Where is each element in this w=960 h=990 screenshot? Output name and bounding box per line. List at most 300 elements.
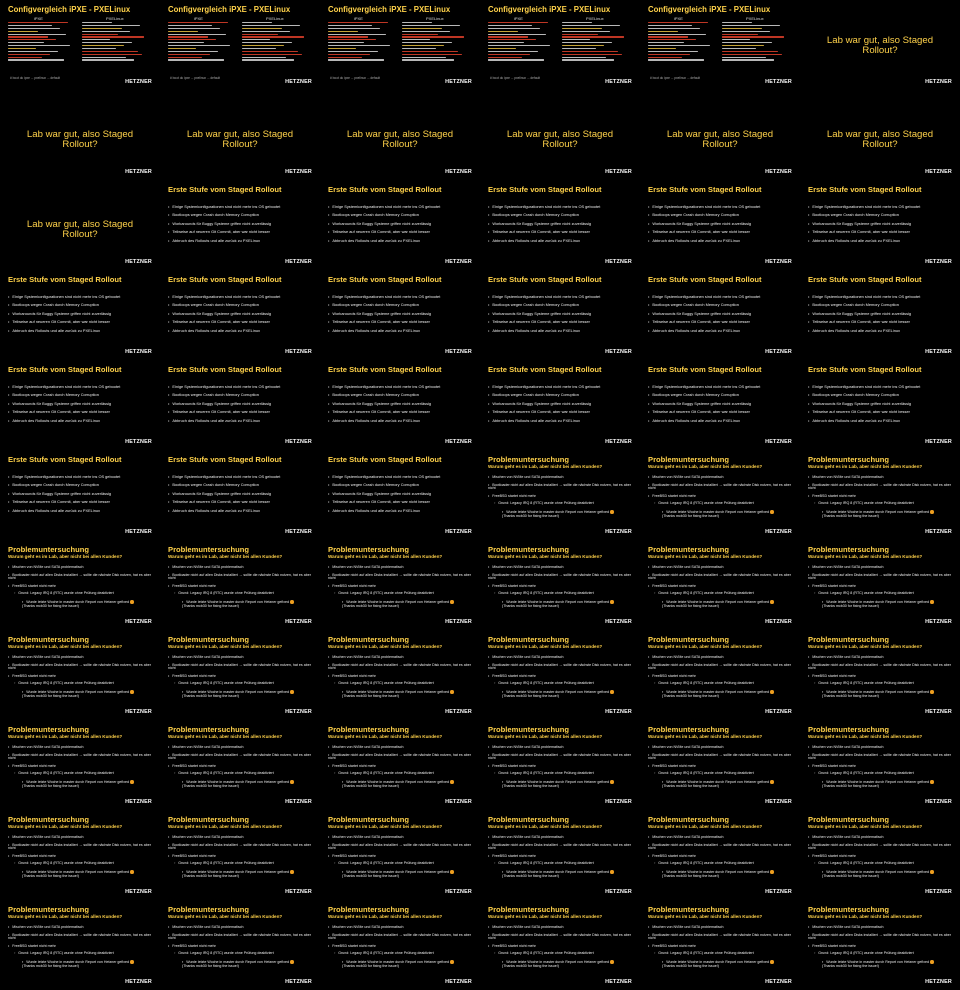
bullet-list [488,476,636,522]
slide-thumbnail-problemuntersuchung[interactable] [320,720,480,810]
orange-face-icon [290,960,294,964]
slide-thumbnail-problemuntersuchung[interactable] [320,810,480,900]
slide-title: Erste Stufe vom Staged Rollout [8,365,122,374]
slide-thumbnail-lab[interactable] [0,90,160,180]
bullet-item: • Bootloader nicht auf allen Disks installiert → sollte die nächste Disk nutzen, hat es aber nicht [168,664,316,672]
bullet-item: • Teilweise auf neueren Git Commit, aber war nicht besser [648,410,760,414]
slide-title: Problemuntersuchung [8,635,90,644]
slide-title: Problemuntersuchung [648,725,730,734]
slide-title: Erste Stufe vom Staged Rollout [488,365,602,374]
bullet-item: • Teilweise auf neueren Git Commit, aber war nicht besser [8,410,120,414]
slide-subtitle: Warum geht es im Lab, aber nicht bei allen Kunden? [808,464,923,469]
hetzner-logo: HETZNER [285,529,312,535]
slide-thumbnail-config[interactable] [320,0,480,90]
slide-thumbnail-problemuntersuchung[interactable] [800,900,960,990]
slide-subtitle: Warum geht es im Lab, aber nicht bei allen Kunden? [8,644,123,649]
code-line [402,48,436,49]
code-line [722,22,752,23]
slide-thumbnail-staged-rollout[interactable] [480,270,640,360]
code-line [242,48,276,49]
hetzner-logo: HETZNER [925,439,952,445]
bullet-item: • Bootloader nicht auf allen Disks installiert → sollte die nächste Disk nutzen, hat es aber nicht [8,664,156,672]
sub-sub-bullet-item: ▪ Wurde letzte Woche in master durch Report von Hetzner gefixed (Thanks mcb30 for fixing the issue!) [488,960,636,969]
sub-bullet-item: ◦ Grund: Legacy IRQ 8 (RTC) wurde ohne Prüfung deaktiviert [8,862,156,866]
slide-title: Problemuntersuchung [488,815,570,824]
bullet-item: • Mischen von NVMe und SATA problematisch [168,656,316,660]
bullet-item: • Bootloader nicht auf allen Disks installiert → sollte die nächste Disk nutzen, hat es aber nicht [808,934,956,942]
slide-thumbnail-staged-rollout[interactable] [0,450,160,540]
bullet-item: • FreeBSD startet nicht mehr [648,675,796,679]
slide-thumbnail-staged-rollout[interactable] [320,450,480,540]
bullet-item: • Bootloops wegen Crash durch Memory Corruption [8,393,120,397]
slide-subtitle: Warum geht es im Lab, aber nicht bei allen Kunden? [808,824,923,829]
hetzner-logo: HETZNER [125,79,152,85]
sub-sub-bullet-item: ▪ Wurde letzte Woche in master durch Report von Hetzner gefixed (Thanks mcb30 for fixing the issue!) [8,960,156,969]
hetzner-logo: HETZNER [445,439,472,445]
slide-thumbnail-problemuntersuchung[interactable] [0,540,160,630]
slide-title: Erste Stufe vom Staged Rollout [808,365,922,374]
bullet-list [8,295,120,337]
code-line [8,45,70,46]
code-block-ipxe [328,22,394,74]
code-line [722,48,756,49]
slide-thumbnail-staged-rollout[interactable] [800,180,960,270]
code-footer: # boot ok ipxe ... pxelinux ... default [650,76,700,80]
slide-thumbnail-problemuntersuchung[interactable] [640,630,800,720]
code-line [328,59,384,60]
bullet-item: • Einige Systemkonfigurationen sind nicht mehr ins OS gebootet [808,205,920,209]
bullet-item: • Bootloops wegen Crash durch Memory Corruption [168,483,280,487]
slide-title: Problemuntersuchung [328,545,410,554]
sub-sub-bullet-item: ▪ Wurde letzte Woche in master durch Report von Hetzner gefixed (Thanks mcb30 for fixing the issue!) [168,960,316,969]
slide-title: Problemuntersuchung [328,815,410,824]
slide-thumbnail-staged-rollout[interactable] [0,270,160,360]
slide-title: Problemuntersuchung [808,455,890,464]
bullet-item: • Einige Systemkonfigurationen sind nicht mehr ins OS gebootet [168,295,280,299]
slide-thumbnail-staged-rollout[interactable] [320,270,480,360]
slide-thumbnail-staged-rollout[interactable] [480,180,640,270]
slide-thumbnail-problemuntersuchung[interactable] [160,900,320,990]
code-block-ipxe [8,22,74,74]
bullet-item: • Teilweise auf neueren Git Commit, aber war nicht besser [168,320,280,324]
slide-title: Configvergleich iPXE - PXELinux [168,5,291,14]
code-block-pxelinux [242,22,308,74]
bullet-item: • FreeBSD startet nicht mehr [168,585,316,589]
slide-subtitle: Warum geht es im Lab, aber nicht bei allen Kunden? [168,914,283,919]
bullet-item: • Bootloader nicht auf allen Disks installiert → sollte die nächste Disk nutzen, hat es aber nicht [648,844,796,852]
slide-thumbnail-staged-rollout[interactable] [640,270,800,360]
slide-thumbnail-problemuntersuchung[interactable] [160,810,320,900]
slide-thumbnail-lab[interactable] [160,90,320,180]
slide-subtitle: Warum geht es im Lab, aber nicht bei allen Kunden? [168,824,283,829]
code-line [648,28,700,29]
bullet-item: • FreeBSD startet nicht mehr [328,765,476,769]
bullet-item: • Bootloops wegen Crash durch Memory Corruption [808,213,920,217]
orange-face-icon [450,690,454,694]
bullet-item: • Workarounds für Buggy Systeme griffen nicht zuverlässig [488,222,600,226]
slide-thumbnail-problemuntersuchung[interactable] [800,810,960,900]
slide-thumbnail-config[interactable] [160,0,320,90]
orange-face-icon [770,690,774,694]
slide-thumbnail-staged-rollout[interactable] [800,270,960,360]
hetzner-logo: HETZNER [925,79,952,85]
bullet-item: • Mischen von NVMe und SATA problematisch [328,746,476,750]
orange-face-icon [610,600,614,604]
bullet-item: • Mischen von NVMe und SATA problematisch [488,746,636,750]
code-line [562,45,604,46]
slide-thumbnail-config[interactable] [0,0,160,90]
code-line [82,48,116,49]
bullet-item: • Abbruch des Rollouts und alle zurück zu PXELinux [8,419,120,423]
slide-title: Erste Stufe vom Staged Rollout [648,185,762,194]
hetzner-logo: HETZNER [125,439,152,445]
slide-thumbnail-problemuntersuchung[interactable] [800,720,960,810]
sub-sub-bullet-item: ▪ Wurde letzte Woche in master durch Report von Hetzner gefixed (Thanks mcb30 for fixing the issue!) [808,510,956,519]
bullet-item: • Bootloops wegen Crash durch Memory Corruption [328,213,440,217]
hetzner-logo: HETZNER [925,889,952,895]
slide-title: Problemuntersuchung [808,905,890,914]
slide-title: Lab war gut, also Staged Rollout? [186,129,294,150]
bullet-item: • Workarounds für Buggy Systeme griffen nicht zuverlässig [648,402,760,406]
slide-subtitle: Warum geht es im Lab, aber nicht bei allen Kunden? [808,734,923,739]
orange-face-icon [130,780,134,784]
bullet-list [488,295,600,337]
code-line [82,42,132,43]
slide-subtitle: Warum geht es im Lab, aber nicht bei allen Kunden? [328,734,443,739]
hetzner-logo: HETZNER [605,349,632,355]
slide-title: Erste Stufe vom Staged Rollout [168,275,282,284]
code-line [168,39,216,40]
bullet-item: • Bootloops wegen Crash durch Memory Corruption [648,213,760,217]
slide-thumbnail-config[interactable] [480,0,640,90]
bullet-list [168,746,316,792]
hetzner-logo: HETZNER [125,889,152,895]
slide-thumbnail-problemuntersuchung[interactable] [320,900,480,990]
bullet-item: • FreeBSD startet nicht mehr [488,945,636,949]
code-line [488,45,550,46]
hetzner-logo: HETZNER [445,349,472,355]
code-line [82,54,142,55]
bullet-item: • Bootloops wegen Crash durch Memory Corruption [808,393,920,397]
sub-sub-bullet-item: ▪ Wurde letzte Woche in master durch Report von Hetzner gefixed (Thanks mcb30 for fixing the issue!) [8,780,156,789]
hetzner-logo: HETZNER [765,979,792,985]
slide-subtitle: Warum geht es im Lab, aber nicht bei allen Kunden? [648,734,763,739]
bullet-list [808,476,956,522]
slide-thumbnail-problemuntersuchung[interactable] [320,630,480,720]
slide-thumbnail-problemuntersuchung[interactable] [480,720,640,810]
sub-bullet-item: ◦ Grund: Legacy IRQ 8 (RTC) wurde ohne Prüfung deaktiviert [648,592,796,596]
code-line [488,22,548,23]
bullet-item: • Teilweise auf neueren Git Commit, aber war nicht besser [488,410,600,414]
hetzner-logo: HETZNER [285,709,312,715]
bullet-list [808,836,956,882]
bullet-item: • Workarounds für Buggy Systeme griffen nicht zuverlässig [808,222,920,226]
slide-thumbnail-staged-rollout[interactable] [320,180,480,270]
sub-bullet-item: ◦ Grund: Legacy IRQ 8 (RTC) wurde ohne Prüfung deaktiviert [808,682,956,686]
slide-thumbnail-problemuntersuchung[interactable] [0,720,160,810]
bullet-item: • Bootloops wegen Crash durch Memory Corruption [648,393,760,397]
code-line [82,57,126,58]
bullet-list [8,656,156,702]
code-line [488,34,546,35]
bullet-item: • Mischen von NVMe und SATA problematisch [808,746,956,750]
sub-bullet-item: ◦ Grund: Legacy IRQ 8 (RTC) wurde ohne Prüfung deaktiviert [8,682,156,686]
slide-title: Configvergleich iPXE - PXELinux [328,5,451,14]
orange-face-icon [930,600,934,604]
slide-thumbnail-staged-rollout[interactable] [640,180,800,270]
code-line [242,42,292,43]
slide-thumbnail-problemuntersuchung[interactable] [480,450,640,540]
code-footer: # boot ok ipxe ... pxelinux ... default [330,76,380,80]
code-block-pxelinux [722,22,788,74]
hetzner-logo: HETZNER [765,889,792,895]
slide-thumbnail-staged-rollout[interactable] [160,270,320,360]
slide-thumbnail-problemuntersuchung[interactable] [640,450,800,540]
code-line [242,31,290,32]
code-line [82,36,144,37]
slide-thumbnail-problemuntersuchung[interactable] [800,540,960,630]
code-line [648,51,698,52]
slide-title: Problemuntersuchung [168,815,250,824]
bullet-list [808,566,956,612]
code-line [8,57,42,58]
slide-thumbnail-config[interactable] [640,0,800,90]
slide-subtitle: Warum geht es im Lab, aber nicht bei allen Kunden? [648,644,763,649]
bullet-list [328,926,476,972]
slide-title: Problemuntersuchung [328,905,410,914]
bullet-item: • Einige Systemkonfigurationen sind nicht mehr ins OS gebootet [168,385,280,389]
sub-sub-bullet-item: ▪ Wurde letzte Woche in master durch Report von Hetzner gefixed (Thanks mcb30 for fixing the issue!) [8,870,156,879]
bullet-item: • Teilweise auf neueren Git Commit, aber war nicht besser [648,230,760,234]
code-line [8,39,56,40]
bullet-item: • Workarounds für Buggy Systeme griffen nicht zuverlässig [168,402,280,406]
slide-thumbnail-problemuntersuchung[interactable] [0,630,160,720]
bullet-list [168,926,316,972]
code-line [82,31,130,32]
slide-title: Problemuntersuchung [168,905,250,914]
bullet-item: • Bootloader nicht auf allen Disks installiert → sollte die nächste Disk nutzen, hat es aber nicht [8,934,156,942]
slide-thumbnail-problemuntersuchung[interactable] [480,630,640,720]
bullet-item: • Abbruch des Rollouts und alle zurück zu PXELinux [808,239,920,243]
bullet-item: • Bootloops wegen Crash durch Memory Corruption [8,483,120,487]
code-line [722,51,778,52]
slide-thumbnail-problemuntersuchung[interactable] [480,540,640,630]
bullet-item: • FreeBSD startet nicht mehr [808,945,956,949]
slide-thumbnail-problemuntersuchung[interactable] [800,630,960,720]
bullet-item: • FreeBSD startet nicht mehr [168,765,316,769]
slide-title: Problemuntersuchung [488,455,570,464]
bullet-item: • Bootloader nicht auf allen Disks installiert → sollte die nächste Disk nutzen, hat es aber nicht [488,844,636,852]
code-line [242,51,298,52]
slide-thumbnail-staged-rollout[interactable] [160,180,320,270]
slide-title: Erste Stufe vom Staged Rollout [648,275,762,284]
orange-face-icon [130,690,134,694]
slide-thumbnail-problemuntersuchung[interactable] [800,450,960,540]
orange-face-icon [770,600,774,604]
slide-thumbnail-staged-rollout[interactable] [800,360,960,450]
bullet-item: • Einige Systemkonfigurationen sind nicht mehr ins OS gebootet [168,205,280,209]
column-header-left: iPXE [514,16,523,21]
slide-thumbnail-staged-rollout[interactable] [160,360,320,450]
bullet-list [168,656,316,702]
hetzner-logo: HETZNER [605,619,632,625]
code-line [648,34,706,35]
code-line [168,22,228,23]
bullet-item: • Abbruch des Rollouts und alle zurück zu PXELinux [168,329,280,333]
bullet-item: • Teilweise auf neueren Git Commit, aber war nicht besser [168,500,280,504]
orange-face-icon [610,960,614,964]
slide-thumbnail-problemuntersuchung[interactable] [160,540,320,630]
code-line [722,34,758,35]
slide-thumbnail-problemuntersuchung[interactable] [0,810,160,900]
bullet-list [328,836,476,882]
slide-thumbnail-problemuntersuchung[interactable] [160,720,320,810]
code-line [648,25,692,26]
slide-thumbnail-problemuntersuchung[interactable] [0,900,160,990]
bullet-item: • Mischen von NVMe und SATA problematisch [808,836,956,840]
slide-title: Problemuntersuchung [808,725,890,734]
code-line [242,34,278,35]
hetzner-logo: HETZNER [445,979,472,985]
bullet-item: • Bootloader nicht auf allen Disks installiert → sollte die nächste Disk nutzen, hat es aber nicht [328,844,476,852]
hetzner-logo: HETZNER [285,169,312,175]
bullet-item: • Einige Systemkonfigurationen sind nicht mehr ins OS gebootet [8,295,120,299]
hetzner-logo: HETZNER [125,619,152,625]
bullet-item: • FreeBSD startet nicht mehr [648,765,796,769]
bullet-item: • Workarounds für Buggy Systeme griffen nicht zuverlässig [328,402,440,406]
hetzner-logo: HETZNER [125,709,152,715]
bullet-item: • Teilweise auf neueren Git Commit, aber war nicht besser [808,410,920,414]
orange-face-icon [770,870,774,874]
hetzner-logo: HETZNER [925,259,952,265]
code-line [168,48,196,49]
code-line [168,25,212,26]
sub-bullet-item: ◦ Grund: Legacy IRQ 8 (RTC) wurde ohne Prüfung deaktiviert [328,592,476,596]
sub-sub-bullet-item: ▪ Wurde letzte Woche in master durch Report von Hetzner gefixed (Thanks mcb30 for fixing the issue!) [488,510,636,519]
slide-thumbnail-lab[interactable] [480,90,640,180]
bullet-item: • Einige Systemkonfigurationen sind nicht mehr ins OS gebootet [328,295,440,299]
bullet-list [808,295,920,337]
slide-thumbnail-staged-rollout[interactable] [0,360,160,450]
slide-subtitle: Warum geht es im Lab, aber nicht bei allen Kunden? [808,914,923,919]
slide-thumbnail-lab[interactable] [640,90,800,180]
orange-face-icon [770,780,774,784]
code-line [722,42,772,43]
code-line [242,54,302,55]
slide-thumbnail-problemuntersuchung[interactable] [320,540,480,630]
sub-sub-bullet-item: ▪ Wurde letzte Woche in master durch Report von Hetzner gefixed (Thanks mcb30 for fixing the issue!) [328,870,476,879]
slide-title: Erste Stufe vom Staged Rollout [8,455,122,464]
sub-bullet-item: ◦ Grund: Legacy IRQ 8 (RTC) wurde ohne Prüfung deaktiviert [488,952,636,956]
slide-thumbnail-staged-rollout[interactable] [320,360,480,450]
slide-title: Problemuntersuchung [8,815,90,824]
bullet-item: • Bootloops wegen Crash durch Memory Corruption [328,393,440,397]
orange-face-icon [770,510,774,514]
slide-thumbnail-problemuntersuchung[interactable] [640,540,800,630]
slide-thumbnail-problemuntersuchung[interactable] [480,900,640,990]
sub-bullet-item: ◦ Grund: Legacy IRQ 8 (RTC) wurde ohne Prüfung deaktiviert [648,862,796,866]
slide-title: Problemuntersuchung [168,725,250,734]
slide-thumbnail-problemuntersuchung[interactable] [640,810,800,900]
slide-thumbnail-lab[interactable] [800,90,960,180]
bullet-item: • Bootloops wegen Crash durch Memory Corruption [488,393,600,397]
slide-thumbnail-problemuntersuchung[interactable] [480,810,640,900]
code-line [488,36,528,37]
hetzner-logo: HETZNER [605,169,632,175]
hetzner-logo: HETZNER [605,889,632,895]
code-line [562,42,612,43]
sub-sub-bullet-item: ▪ Wurde letzte Woche in master durch Report von Hetzner gefixed (Thanks mcb30 for fixing the issue!) [328,600,476,609]
bullet-item: • Bootloader nicht auf allen Disks installiert → sollte die nächste Disk nutzen, hat es aber nicht [808,754,956,762]
bullet-list [168,475,280,517]
bullet-item: • Teilweise auf neueren Git Commit, aber war nicht besser [8,320,120,324]
slide-thumbnail-lab[interactable] [0,180,160,270]
sub-sub-bullet-item: ▪ Wurde letzte Woche in master durch Report von Hetzner gefixed (Thanks mcb30 for fixing the issue!) [808,960,956,969]
code-line [648,36,688,37]
bullet-item: • Workarounds für Buggy Systeme griffen nicht zuverlässig [328,312,440,316]
bullet-item: • Abbruch des Rollouts und alle zurück zu PXELinux [808,419,920,423]
bullet-item: • Bootloader nicht auf allen Disks installiert → sollte die nächste Disk nutzen, hat es aber nicht [328,934,476,942]
slide-thumbnail-problemuntersuchung[interactable] [640,900,800,990]
slide-thumbnail-lab[interactable] [800,0,960,90]
slide-title: Erste Stufe vom Staged Rollout [168,365,282,374]
bullet-item: • Abbruch des Rollouts und alle zurück zu PXELinux [328,509,440,513]
hetzner-logo: HETZNER [285,259,312,265]
slide-thumbnail-staged-rollout[interactable] [640,360,800,450]
slide-title: Erste Stufe vom Staged Rollout [328,455,442,464]
slide-thumbnail-problemuntersuchung[interactable] [160,630,320,720]
slide-thumbnail-problemuntersuchung[interactable] [640,720,800,810]
slide-thumbnail-lab[interactable] [320,90,480,180]
bullet-list [648,746,796,792]
bullet-item: • Workarounds für Buggy Systeme griffen nicht zuverlässig [648,222,760,226]
bullet-item: • Mischen von NVMe und SATA problematisch [488,836,636,840]
code-line [488,57,522,58]
bullet-item: • Abbruch des Rollouts und alle zurück zu PXELinux [168,239,280,243]
bullet-item: • Mischen von NVMe und SATA problematisch [808,656,956,660]
code-line [562,36,624,37]
bullet-item: • Bootloader nicht auf allen Disks installiert → sollte die nächste Disk nutzen, hat es aber nicht [648,664,796,672]
bullet-list [648,926,796,972]
code-line [402,25,460,26]
sub-sub-bullet-item: ▪ Wurde letzte Woche in master durch Report von Hetzner gefixed (Thanks mcb30 for fixing the issue!) [168,690,316,699]
bullet-item: • Teilweise auf neueren Git Commit, aber war nicht besser [808,230,920,234]
bullet-item: • Workarounds für Buggy Systeme griffen nicht zuverlässig [168,222,280,226]
slide-title: Lab war gut, also Staged Rollout? [26,129,134,150]
bullet-item: • Bootloops wegen Crash durch Memory Corruption [8,303,120,307]
sub-sub-bullet-item: ▪ Wurde letzte Woche in master durch Report von Hetzner gefixed (Thanks mcb30 for fixing the issue!) [488,600,636,609]
slide-subtitle: Warum geht es im Lab, aber nicht bei allen Kunden? [8,824,123,829]
bullet-item: • Abbruch des Rollouts und alle zurück zu PXELinux [488,239,600,243]
bullet-item: • Bootloops wegen Crash durch Memory Corruption [328,483,440,487]
bullet-list [808,656,956,702]
bullet-item: • Abbruch des Rollouts und alle zurück zu PXELinux [328,329,440,333]
code-line [82,51,138,52]
slide-thumbnail-staged-rollout[interactable] [160,450,320,540]
code-line [168,42,204,43]
bullet-item: • FreeBSD startet nicht mehr [328,675,476,679]
slide-thumbnail-staged-rollout[interactable] [480,360,640,450]
slide-title: Problemuntersuchung [808,545,890,554]
sub-sub-bullet-item: ▪ Wurde letzte Woche in master durch Report von Hetzner gefixed (Thanks mcb30 for fixing the issue!) [648,690,796,699]
hetzner-logo: HETZNER [125,169,152,175]
sub-bullet-item: ◦ Grund: Legacy IRQ 8 (RTC) wurde ohne Prüfung deaktiviert [808,862,956,866]
code-line [648,22,708,23]
hetzner-logo: HETZNER [605,259,632,265]
bullet-list [328,566,476,612]
sub-bullet-item: ◦ Grund: Legacy IRQ 8 (RTC) wurde ohne Prüfung deaktiviert [8,592,156,596]
slide-title: Erste Stufe vom Staged Rollout [8,275,122,284]
